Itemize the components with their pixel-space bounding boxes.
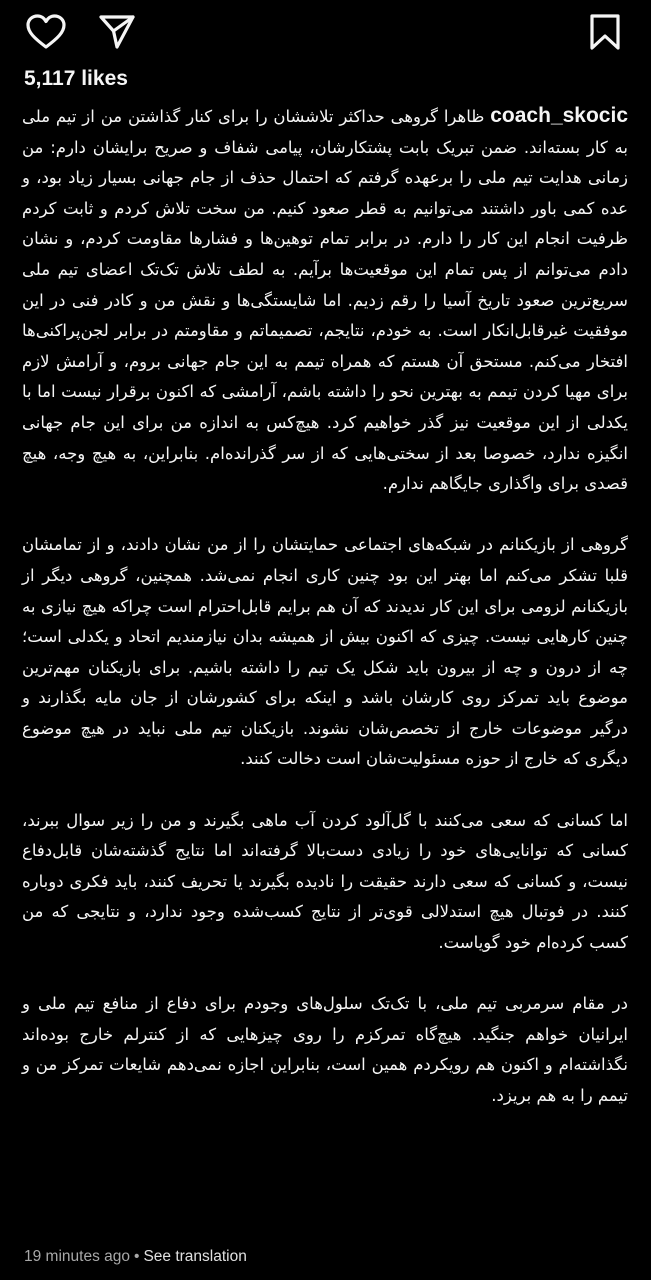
meta-separator: • xyxy=(134,1248,140,1265)
likes-count[interactable]: 5,117 likes xyxy=(24,67,128,90)
paragraph-spacer xyxy=(22,959,628,990)
save-button[interactable] xyxy=(583,10,627,54)
caption-paragraph-4: در مقام سرمربی تیم ملی، با تک‌تک سلول‌های وجودم برای دفاع از منافع تیم ملی و ایرانیان خواهم جنگید. هیچ‌گاه تمرکزم را روی چیزهایی که از کنترلم خارج بوده‌اند نگذاشته‌ام و اکنون هم رویکردم همین است، بنابراین اجازه نمی‌دهم شایعات تمرکز من و تیمم را به هم بریزد. xyxy=(22,994,628,1105)
post-meta xyxy=(24,1248,247,1266)
see-translation-link[interactable]: See translation xyxy=(143,1248,247,1265)
caption-paragraph-3: اما کسانی که سعی می‌کنند با گل‌آلود کردن آب ماهی بگیرند و من را زیر سوال ببرند، کسانی که توانایی‌های خود را زیادی دست‌بالا گرفته‌اند اما نتایج گذشته‌شان قابل‌دفاع نیست، و کسانی که سعی دارند حقیقت را نادیده بگیرند یا تحریف کنند، باید فکری دوباره کنند. در فوتبال هیچ استدلالی قوی‌تر از نتایج کسب‌شده وجود ندارد، و نتایجی که من کسب کرده‌ام خود گویاست. xyxy=(22,810,628,953)
post-caption xyxy=(22,101,628,1112)
caption-text-1: ظاهرا گروهی حداکثر تلاششان را برای کنار گذاشتن من از تیم ملی به کار بسته‌اند. ضمن تبریک بابت پشتکارشان، پیامی شفاف و صریح برایشان دارم: من زمانی هدایت تیم ملی را برعهده گرفتم که احتمال حذف از جام جهانی بسیار زیاد بود، و عده کمی باور داشتند می‌توانیم به قطر صعود کنیم. من سخت تلاش کردم و ثابت کردم ظرفیت انجام این کار را دارم. در برابر تمام توهین‌ها و فشارها مقاومت کردم، و نشان دادم می‌توانم از پس تمام این موقعیت‌ها برآیم. به لطف تلاش تک‌تک اعضای تیم ملی سریع‌ترین صعود تاریخ آسیا را رقم زدیم. اما شایستگی‌ها و نقش من و کادر فنی در این موفقیت غیرقابل‌انکار است. به خودم، نتایجم، تصمیماتم و مقاومتم در برابر لجن‌پراکنی‌ها افتخار می‌کنم. مستحق آن هستم که همراه تیمم به این جام جهانی بروم، و آرامش لازم برای مهیا کردن تیمم به بهترین نحو را داشته باشم، آرامشی که اکنون برقرار نیست اما با یکدلی از این موقعیت نیز گذر خواهیم کرد. هیچ‌کس به اندازه من برای این جام جهانی انگیزه ندارد، خصوصا بعد از سختی‌هایی که از سر گذرانده‌ام. بنابراین، به هیچ وجه، هیچ قصدی برای واگذاری جایگاهم ندارم. xyxy=(22,107,628,494)
caption-paragraph-2: گروهی از بازیکنانم در شبکه‌های اجتماعی حمایتشان را از من نشان دادند، و از تمامشان قلبا تشکر می‌کنم اما بهتر این بود چنین کاری انجام نمی‌شد. همچنین، گروهی دیگر از بازیکنانم لزومی برای این کار ندیدند که آن هم برایم قابل‌احترام است چراکه هیچ نیازی به چنین کارهایی نیست. چیزی که اکنون بیش از همیشه بدان نیازمندیم اتحاد و یکدلی است؛ چه از درون و چه از بیرون باید شکل یک تیم را داشته باشیم. برای بازیکنان مهم‌ترین موضوع باید تمرکز روی کارشان باشد و اینکه برای کشورشان از جان مایه بگذارند و درگیر موضوعات خارج از تخصص‌شان نشوند. بازیکنان تیم ملی نباید در هیچ موضوع دیگری که خارج از حوزه مسئولیت‌شان است دخالت کنند. xyxy=(22,535,628,769)
post-timestamp: 19 minutes ago xyxy=(24,1248,130,1265)
caption-paragraph-1 xyxy=(22,101,628,500)
share-button[interactable] xyxy=(95,10,139,54)
paragraph-spacer xyxy=(22,775,628,806)
bookmark-outline-icon xyxy=(589,13,621,51)
author-username[interactable]: coach_skocic xyxy=(490,104,629,127)
paragraph-spacer xyxy=(22,500,628,531)
heart-outline-icon xyxy=(26,14,66,50)
like-button[interactable] xyxy=(24,10,68,54)
post-action-bar xyxy=(0,0,651,60)
paper-plane-icon xyxy=(98,13,136,51)
